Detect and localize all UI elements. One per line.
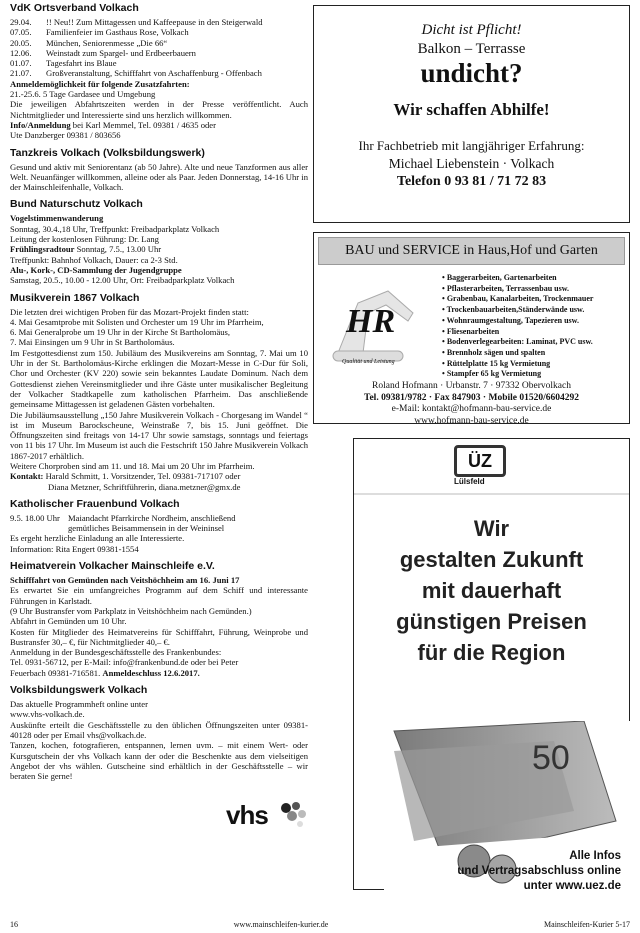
- ad1-line: Balkon – Terrasse: [417, 41, 526, 57]
- frauen-event: 9.5. 18.00 Uhr Maiandacht Pfarrkirche Nordheim, anschließend: [10, 512, 236, 523]
- vbw-title: Volksbildungswerk Volkach: [10, 684, 148, 697]
- vbw-paragraph: Auskünfte erteilt die Geschäftsstelle zu den üblichen Öffnungszeiten unter 09381-40128 oder per Email vhs@volkach.de.: [10, 719, 308, 740]
- ad1-line: Wir schaffen Abhilfe!: [393, 100, 550, 119]
- vbw-link[interactable]: www.vhs-volkach.de.: [10, 709, 85, 720]
- heimat-line: Tel. 0931-56712, per E-Mail: info@frankenbund.de oder bei Peter: [10, 657, 239, 668]
- musik-paragraph: Die Jubiläumsausstellung „150 Jahre Musikverein Volkach - Chorgesang im Wandel “ ist im Museum Barockscheune, Weinstraße 7, bis 15. Juni geöffnet. Die Öffnungszeiten sind freitags von 14-17 Uhr sowie samstags, sonntags und feiertags von 11 bis 17 Uhr. Im Museum ist auch die Festschrift 150 Jahre Musikverein Volkach 1867-2017 erhältlich.: [10, 409, 308, 461]
- vdk-event: 21.07. Großveranstaltung, Schifffahrt von Aschaffenburg - Offenbach: [10, 68, 262, 79]
- vdk-info-line2: Ute Danzberger 09381 / 803656: [10, 130, 121, 141]
- heimat-line: Anmeldung in der Bundesgeschäftsstelle des Frankenbundes:: [10, 647, 222, 658]
- vdk-extra-line: 21.-25.6. 5 Tage Gardasee und Umgebung: [10, 89, 156, 100]
- ad2-banner: BAU und SERVICE in Haus,Hof und Garten: [318, 237, 625, 265]
- ad1-line: Ihr Fachbetrieb mit langjähriger Erfahrung:: [358, 138, 585, 153]
- frauen-section: [10, 498, 308, 554]
- heimat-section: [10, 560, 308, 678]
- tanz-body: Gesund und aktiv mit Seniorentanz (ab 50 Jahre). Alte und neue Tanzformen aus aller Welt. Neuanfänger willkommen, alleine oder als Paar. Jeden Donnerstag, 14-16 Uhr in der Mainschleifenhalle, Volkach.: [10, 161, 308, 193]
- frauen-line: Information: Rita Engert 09381-1554: [10, 543, 139, 554]
- vhs-logo: vhs: [226, 800, 310, 834]
- uez-logo-sub: Lülsfeld: [454, 477, 485, 486]
- ad2-contact: Roland Hofmann · Urbanstr. 7 · 97332 Obervolkach Tel. 09381/9782 · Fax 847903 · Mobile 01520/6604292 e-Mail: kontakt@hofmann-bau-service.de www.hofmann-bau-service.de: [364, 381, 579, 426]
- tanz-section: [10, 147, 308, 193]
- footer-url[interactable]: www.mainschleifen-kurier.de: [233, 920, 329, 929]
- vdk-event: 29.04. !! Neu!! Zum Mittagessen und Kaffeepause in den Steigerwald: [10, 17, 263, 27]
- uez-slogan: Wir gestalten Zukunft mit dauerhaft günstigen Preisen für die Region: [396, 516, 587, 665]
- musik-line: Weitere Chorproben sind am 11. und 18. Mai um 20 Uhr im Pfarrheim.: [10, 460, 255, 471]
- bund-e1-line: Leitung der kostenlosen Führung: Dr. Lang: [10, 234, 159, 245]
- service-item: • Baggerarbeiten, Gartenarbeiten: [442, 273, 593, 284]
- ad1-line: Michael Liebenstein · Volkach: [388, 156, 555, 171]
- ad-hofmann: [313, 232, 630, 424]
- uez-link[interactable]: unter www.uez.de: [523, 880, 621, 892]
- frauen-title: Katholischer Frauenbund Volkach: [10, 497, 180, 510]
- vdk-extra-title: Anmeldemöglichkeit für folgende Zusatzfahrten:: [10, 78, 190, 89]
- divider: [354, 493, 629, 495]
- musik-paragraph: Im Festgottesdienst zum 150. Jubiläum des Musikvereins am Sonntag, 7. Mai um 10 Uhr in der St. Bartholomäus-Kirche erklingen die Mozart-Messe in C-Dur für Soli, Chor und Orchester (KV 220) sowie sein bekanntes Laudate Dominum. Nach dem Gottesdienst ziehen Vereinsmitglieder und ihre Gäste unter musikalischer Begleitung der Volkacher Stadtkapelle zum katholischen Pfarrheim. Das anschließende gemeinsame Mittagessen ist geladenen Gästen vorbehalten.: [10, 347, 308, 410]
- tanz-title: Tanzkreis Volkach (Volksbildungswerk): [10, 146, 205, 159]
- left-column: [10, 2, 308, 787]
- service-item: • Stampfer 65 kg Vermietung: [442, 369, 593, 380]
- musik-kontakt: Kontakt: Harald Schmitt, 1. Vorsitzender, Tel. 09381-717107 oder: [10, 471, 241, 482]
- heimat-line: Feuerbach 09381-716581. Anmeldeschluss 12.6.2017.: [10, 667, 200, 678]
- heimat-line: Abfahrt in Gemünden um 10 Uhr.: [10, 616, 127, 627]
- vdk-event: 07.05. Familienfeier im Gasthaus Rose, Volkach: [10, 27, 189, 38]
- vbw-paragraph: Tanzen, kochen, fotografieren, entspannen, lernen uvm. – mit einem Wert- oder Kursgutschein der vhs Volkach kann der oder die Beschenkte aus dem vielseitigen Angebot der vhs wählen. Gutscheine sind erhältlich in der Geschäftsstelle – wir beraten Sie gerne!: [10, 740, 308, 782]
- frauen-event-line2: gemütliches Beisammensein in der Weininsel: [68, 523, 225, 534]
- ad1-phone: Telefon 0 93 81 / 71 72 83: [396, 174, 547, 189]
- vbw-section: [10, 684, 308, 781]
- musik-line: 7. Mai Einsingen um 9 Uhr in St Bartholomäus.: [10, 337, 175, 348]
- service-item: • Bodenverlegearbeiten: Laminat, PVC usw.: [442, 337, 593, 348]
- vdk-event: 20.05. München, Seniorenmesse „Die 66“: [10, 37, 168, 48]
- bund-e3-title: Alu-, Kork-, CD-Sammlung der Jugendgruppe: [10, 264, 182, 275]
- footer-issue: Mainschleifen-Kurier 5-17: [544, 920, 630, 929]
- vdk-title: VdK Ortsverband Volkach: [10, 2, 139, 14]
- service-item: • Trockenbauarbeiten,Ständerwände usw.: [442, 305, 593, 316]
- vdk-body: Die jeweiligen Abfahrtszeiten werden in der Presse veröffentlicht. Auch Nichtmitglieder und Interessierte sind uns herzlich willkommen.: [10, 99, 308, 120]
- bund-e2-line: Treffpunkt: Bahnhof Volkach, Dauer: ca 2-3 Std.: [10, 254, 178, 265]
- musik-line: 4. Mai Gesamtprobe mit Solisten und Orchester um 19 Uhr im Pfarrheim,: [10, 316, 264, 327]
- page-number: 16: [10, 920, 18, 929]
- heimat-subtitle: Schifffahrt von Gemünden nach Veitshöchheim am 16. Juni 17: [10, 575, 240, 586]
- heimat-line: (9 Uhr Bustransfer vom Parkplatz in Veitshöchheim nach Gemünden.): [10, 605, 252, 616]
- service-item: • Wohnraumgestaltung, Tapezieren usw.: [442, 316, 593, 327]
- bund-e3-line: Samstag, 20.5., 10.00 - 12.00 Uhr, Ort: Freibadparkplatz Volkach: [10, 275, 235, 286]
- bund-e1-line: Sonntag, 30.4.,18 Uhr, Treffpunkt: Freibadparkplatz Volkach: [10, 223, 220, 234]
- service-item: • Grabenbau, Kanalarbeiten, Trockenmauer: [442, 294, 593, 305]
- heimat-title: Heimatverein Volkacher Mainschleife e.V.: [10, 560, 215, 573]
- ad-liebenstein: [313, 5, 630, 223]
- bund-e1-title: Vogelstimmenwanderung: [10, 213, 104, 224]
- frauen-line: Es ergeht herzliche Einladung an alle Interessierte.: [10, 533, 185, 544]
- musik-line: 6. Mai Generalprobe um 19 Uhr in der Kirche St Bartholomäus,: [10, 327, 231, 338]
- ad1-line: Dicht ist Pflicht!: [421, 22, 522, 38]
- vhs-logo-dots: [276, 800, 310, 830]
- musik-kontakt-line2: Diana Metzner, Schriftführerin, diana.metzner@gmx.de: [48, 481, 241, 492]
- bund-e2-title: Frühlingsradtour Sonntag, 7.5., 13.00 Uhr: [10, 244, 162, 255]
- vdk-events: [10, 17, 308, 79]
- ad2-services: [442, 273, 593, 380]
- vbw-line: Das aktuelle Programmheft online unter: [10, 699, 148, 710]
- heimat-line: Kosten für Mitglieder des Heimatvereins für Schifffahrt, Führung, Weinprobe und Bustransfer 30,– €, für Nichtmitglieder 40,– €.: [10, 626, 308, 647]
- vdk-event: 01.07. Tagesfahrt ins Blaue: [10, 58, 117, 69]
- bund-section: [10, 198, 308, 285]
- vdk-event: 12.06. Weinstadt zum Spargel- und Erdbeerbauern: [10, 47, 196, 58]
- uez-footer: Alle Infos und Vertragsabschluss online unter www.uez.de: [354, 849, 621, 894]
- page-footer: [10, 920, 630, 929]
- bund-title: Bund Naturschutz Volkach: [10, 198, 143, 211]
- service-item: • Pflasterarbeiten, Terrassenbau usw.: [442, 284, 593, 295]
- vdk-section: [10, 2, 308, 141]
- banknote-value: 50: [532, 739, 570, 777]
- service-item: • Rüttelplatte 15 kg Vermietung: [442, 359, 593, 370]
- ad2-logo: HR Qualität und Leistung: [328, 273, 428, 373]
- musik-title: Musikverein 1867 Volkach: [10, 291, 140, 304]
- ad-uez: [353, 438, 630, 890]
- ad1-headline: undicht?: [420, 58, 523, 88]
- service-item: • Brennholz sägen und spalten: [442, 348, 593, 359]
- heimat-body: Es erwartet Sie ein umfangreiches Programm auf dem Schiff und interessante Führungen in Karlstadt.: [10, 585, 308, 606]
- musik-section: [10, 292, 308, 492]
- vdk-info: Info/Anmeldung bei Karl Memmel, Tel. 09381 / 4635 oder: [10, 119, 216, 130]
- uez-logo: ÜZ: [454, 445, 506, 477]
- musik-line: Die letzten drei wichtigen Proben für das Mozart-Projekt finden statt:: [10, 306, 249, 317]
- service-item: • Fliesenarbeiten: [442, 327, 593, 338]
